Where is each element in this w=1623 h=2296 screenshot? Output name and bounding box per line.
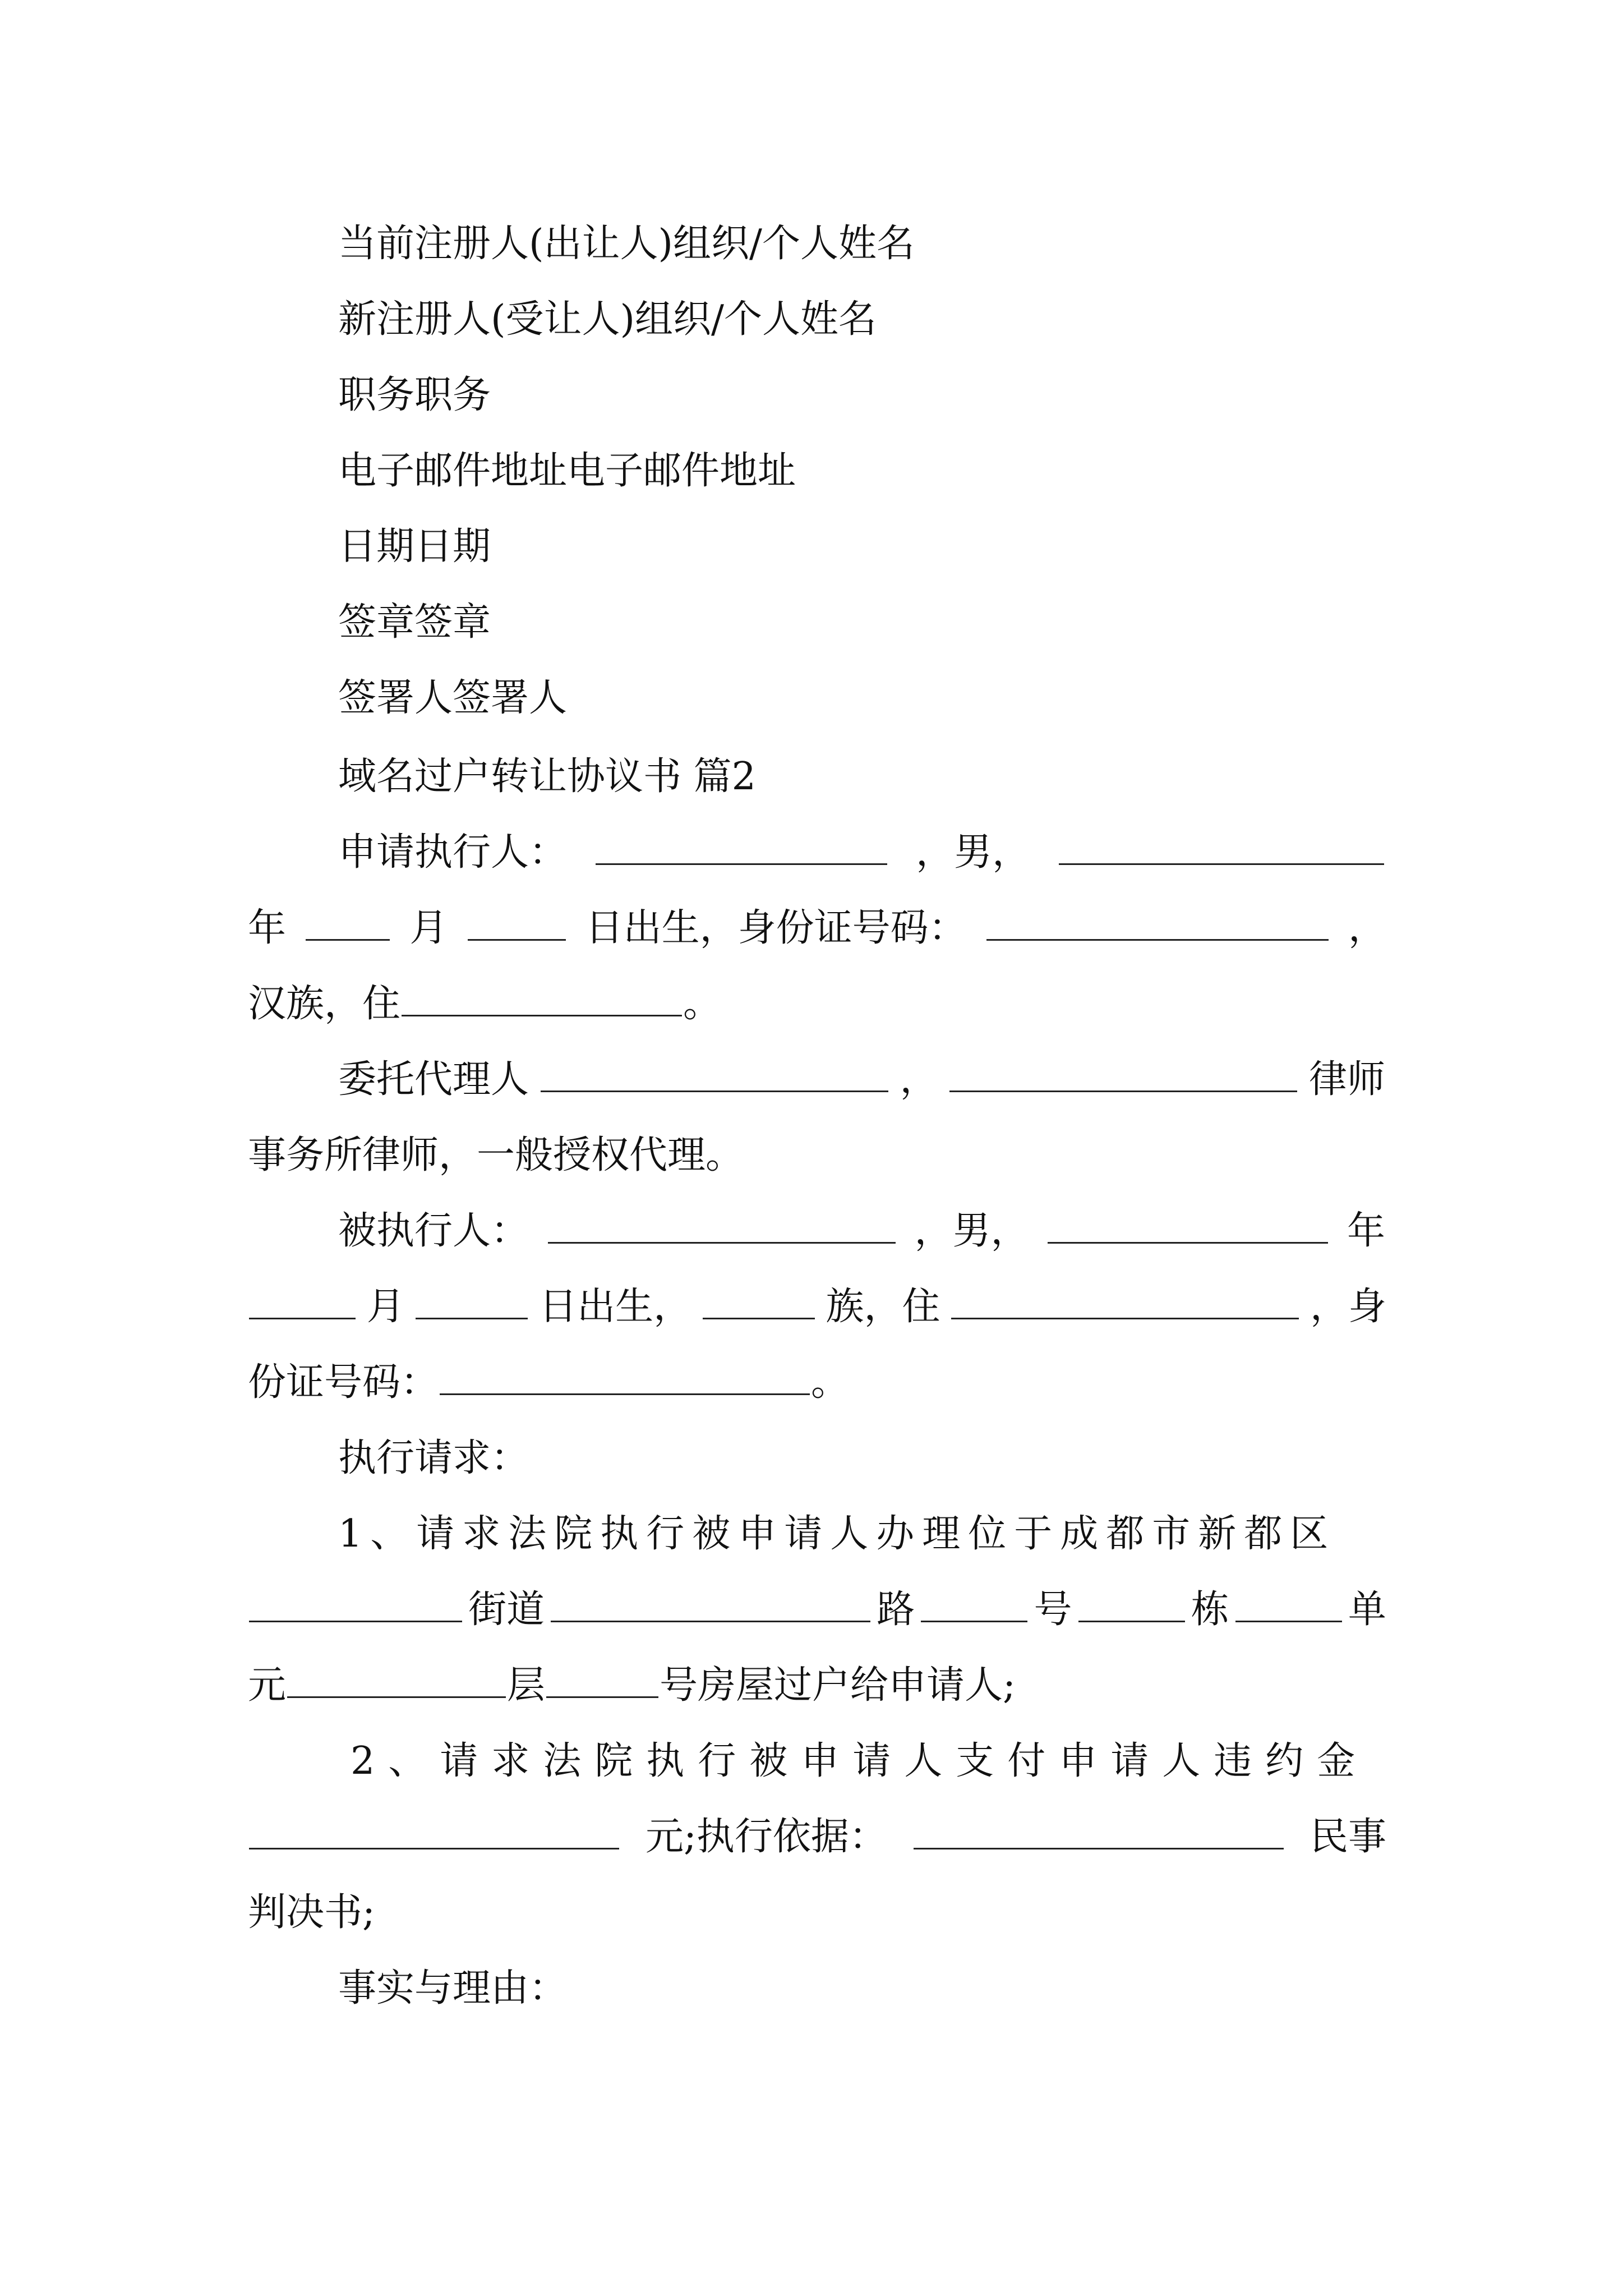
respondent-year-blank [1048, 1209, 1328, 1244]
signature-line-date: 日期日期 [338, 524, 491, 569]
applicant-line-3 [248, 982, 721, 1027]
building-blank [1078, 1588, 1185, 1622]
penalty-amount-blank [249, 1815, 619, 1849]
basis-blank [914, 1815, 1284, 1849]
applicant-year-blank [1059, 831, 1384, 865]
period: 。 [683, 982, 722, 1026]
agent-label: 委托代理人 [338, 1057, 529, 1102]
room-transfer-text: 号房屋过户给申请人; [660, 1663, 1016, 1708]
month-blank [306, 907, 390, 941]
request-2-line-3: 判决书; [248, 1890, 375, 1935]
month-label: 月 [409, 906, 448, 950]
comma: ， [900, 1057, 938, 1102]
signature-line-email: 电子邮件地址电子邮件地址 [338, 449, 796, 493]
signature-line-signatory: 签署人签署人 [338, 676, 568, 720]
building-label: 栋 [1191, 1588, 1229, 1632]
month-blank [249, 1285, 356, 1319]
request-1-line-1 [338, 1512, 1385, 1557]
district-blank [249, 1588, 462, 1622]
request-2-text: 2、请求法院执行被申请人支付申请人违约金 [351, 1739, 1369, 1783]
street-label: 街道 [468, 1588, 545, 1632]
signature-line-transferor: 当前注册人(出让人)组织/个人姓名 [338, 222, 915, 266]
agent-line-2: 事务所律师，一般授权代理。 [248, 1133, 744, 1177]
month-label: 月 [366, 1285, 405, 1329]
address-blank [402, 982, 682, 1016]
floor-label: 层 [507, 1663, 546, 1708]
road-blank [551, 1588, 870, 1622]
ethnicity-blank [703, 1285, 815, 1319]
respondent-line-3 [248, 1360, 849, 1405]
section-title: 域名过户转让协议书 篇2 [338, 754, 756, 799]
law-firm-blank [949, 1058, 1297, 1092]
applicant-gender: ，男， [915, 830, 1030, 875]
respondent-line-1 [338, 1209, 1385, 1254]
floor-blank [287, 1664, 506, 1698]
applicant-line-1 [338, 830, 1385, 875]
request-1-line-3 [248, 1663, 1016, 1708]
request-1-text: 1、请求法院执行被申请人办理位于成都市新都区 [338, 1512, 1336, 1556]
day-blank [416, 1285, 528, 1319]
signature-line-transferee: 新注册人(受让人)组织/个人姓名 [338, 297, 877, 342]
unit-blank [1235, 1588, 1342, 1622]
applicant-name-blank [596, 831, 887, 865]
road-label: 路 [877, 1588, 915, 1632]
facts-heading: 事实与理由： [338, 1966, 568, 2010]
ethnicity-address-label: 汉族，住 [248, 982, 401, 1026]
year-label: 年 [248, 906, 287, 950]
basis-label: 元;执行依据： [645, 1815, 887, 1859]
signature-line-seal: 签章签章 [338, 600, 491, 645]
agent-line-1 [338, 1057, 1385, 1102]
room-blank [546, 1664, 658, 1698]
address-blank [951, 1285, 1299, 1319]
civil-label: 民事 [1310, 1815, 1386, 1859]
birth-label: 日出生， [539, 1285, 692, 1329]
agent-name-blank [541, 1058, 888, 1092]
respondent-name-blank [548, 1209, 896, 1244]
id-number-blank [440, 1361, 810, 1395]
ethnicity-address-label: 族，住 [826, 1285, 940, 1329]
request-2-line-1 [351, 1739, 1385, 1784]
number-label: 号 [1034, 1588, 1072, 1632]
birth-id-label: 日出生，身份证号码： [585, 906, 967, 950]
unit-label-2: 元 [248, 1663, 287, 1708]
comma: ， [1348, 906, 1386, 950]
lawyer-label: 律师 [1308, 1057, 1385, 1102]
applicant-label: 申请执行人： [338, 830, 568, 875]
respondent-gender: ，男， [914, 1209, 1029, 1253]
day-blank [468, 907, 566, 941]
applicant-line-2 [248, 906, 1386, 951]
request-2-line-2 [248, 1815, 1386, 1860]
id-number-blank [986, 907, 1329, 941]
id-prefix: ，身 [1310, 1285, 1386, 1329]
year-label: 年 [1347, 1209, 1385, 1253]
respondent-line-2 [248, 1285, 1386, 1329]
number-blank [921, 1588, 1027, 1622]
request-1-line-2 [248, 1588, 1386, 1632]
requests-heading: 执行请求： [338, 1436, 529, 1480]
period: 。 [811, 1360, 850, 1405]
respondent-label: 被执行人： [338, 1209, 529, 1253]
signature-line-title: 职务职务 [338, 373, 491, 417]
id-label: 份证号码： [248, 1360, 439, 1405]
unit-label: 单 [1348, 1588, 1386, 1632]
